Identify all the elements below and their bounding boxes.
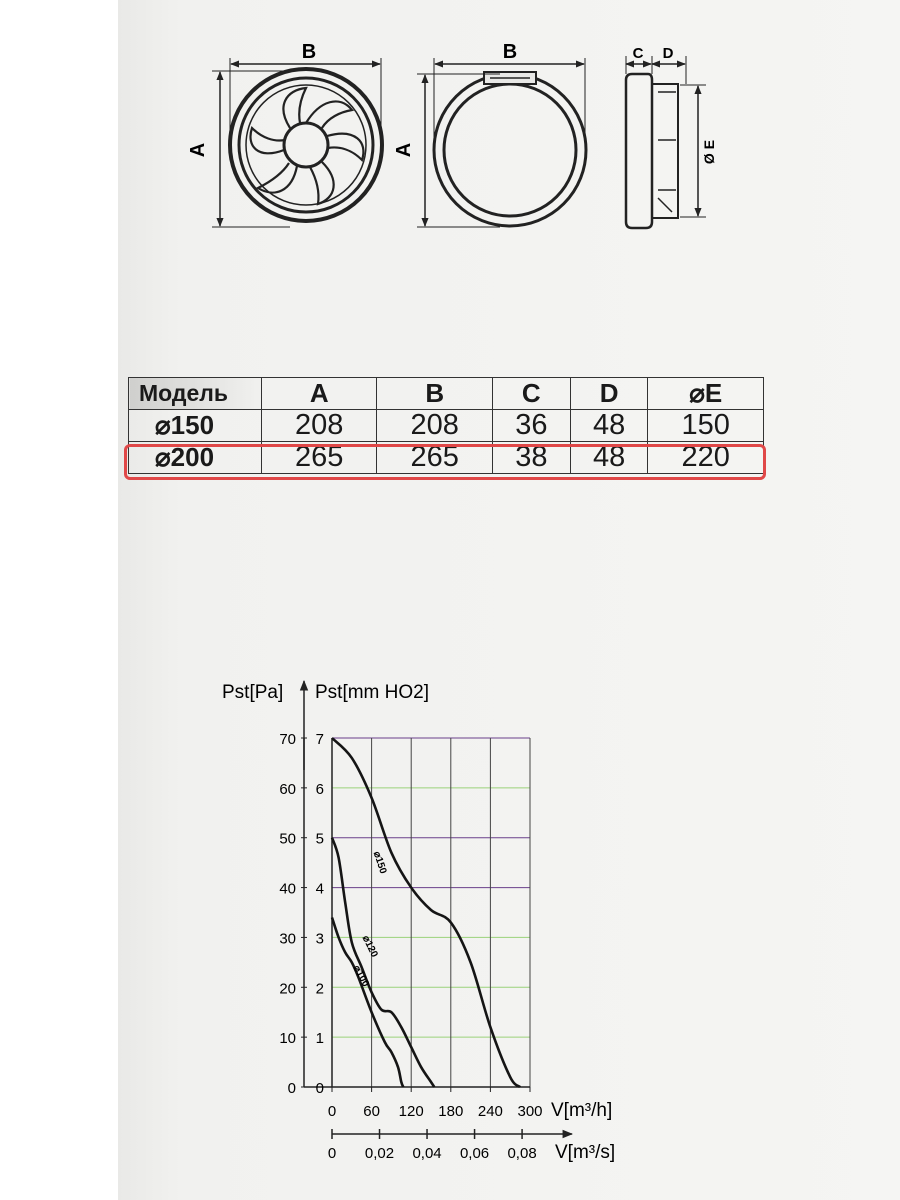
series-label-2: ⌀120 [359, 933, 380, 960]
cell-b: 208 [377, 410, 492, 442]
dimension-b-label-rear: B [502, 41, 518, 63]
header-model: Модель [129, 378, 262, 410]
x-tick-label-m3h: 60 [363, 1103, 380, 1120]
chart-curves [332, 738, 520, 1087]
y-axis-label-mm: Pst[mm HO2] [315, 682, 430, 703]
header-d: D [570, 378, 648, 410]
y-tick-label-pa: 30 [279, 930, 296, 948]
y-tick-label-pa: 50 [279, 830, 296, 848]
dimension-a-label-rear: A [393, 142, 415, 158]
cell-e: 220 [648, 442, 764, 474]
series-line-2 [332, 838, 434, 1087]
y-tick-label-mm: 0 [315, 1080, 324, 1097]
cell-a: 208 [262, 410, 377, 442]
y-tick-label-mm: 1 [315, 1030, 324, 1048]
cell-d: 48 [570, 442, 648, 474]
y-tick-label-pa: 70 [279, 731, 296, 748]
series-label-1: ⌀150 [370, 850, 389, 876]
header-a: A [262, 378, 377, 410]
y-tick-label-pa: 40 [279, 880, 296, 898]
y-tick-label-pa: 60 [279, 780, 296, 798]
dimension-a-label: A [187, 142, 209, 158]
x-tick-label-m3h: 300 [517, 1103, 543, 1120]
x-axis-label-m3h: V[m³/h] [551, 1100, 613, 1121]
row-model: ⌀150 [129, 410, 262, 442]
series-label-3: ⌀100 [350, 963, 371, 989]
y-tick-label-mm: 3 [315, 930, 324, 948]
y-tick-label-mm: 7 [315, 731, 324, 748]
x-tick-label-m3h: 240 [477, 1103, 503, 1120]
header-c: C [492, 378, 570, 410]
row-model: ⌀200 [129, 442, 262, 474]
x-tick-label-m3h: 180 [438, 1103, 464, 1120]
x-axis-label-m3s: V[m³/s] [555, 1142, 616, 1163]
cell-b: 265 [377, 442, 492, 474]
y-tick-label-mm: 5 [315, 830, 324, 848]
header-b: B [377, 378, 492, 410]
cell-e: 150 [648, 410, 764, 442]
y-tick-label-pa: 0 [287, 1080, 296, 1097]
cell-c: 36 [492, 410, 570, 442]
x-tick-label-m3s: 0,04 [412, 1145, 442, 1162]
chart-grid [332, 738, 530, 1087]
cell-a: 265 [262, 442, 377, 474]
header-e: ⌀E [648, 378, 764, 410]
series-line-1 [332, 738, 520, 1087]
x-tick-label-m3h: 120 [398, 1103, 424, 1120]
x-tick-label-m3s: 0,02 [364, 1145, 395, 1162]
y-tick-label-mm: 2 [315, 980, 324, 998]
y-tick-label-pa: 10 [279, 1030, 296, 1048]
dimension-e-label: Ø E [701, 139, 717, 165]
dimension-d-label: D [662, 45, 674, 62]
dimension-c-label: C [632, 45, 644, 62]
y-axis-label-pa: Pst[Pa] [222, 682, 284, 703]
y-tick-label-mm: 6 [315, 780, 324, 798]
x-tick-label-m3s: 0,08 [507, 1145, 537, 1162]
cell-c: 38 [492, 442, 570, 474]
dimension-b-label: B [301, 41, 317, 63]
x-tick-label-m3s: 0,06 [459, 1145, 490, 1162]
x-tick-label-m3h: 0 [327, 1103, 337, 1120]
x-tick-label-m3s: 0 [327, 1145, 337, 1162]
cell-d: 48 [570, 410, 648, 442]
y-tick-label-pa: 20 [279, 980, 296, 998]
y-tick-label-mm: 4 [315, 880, 324, 898]
